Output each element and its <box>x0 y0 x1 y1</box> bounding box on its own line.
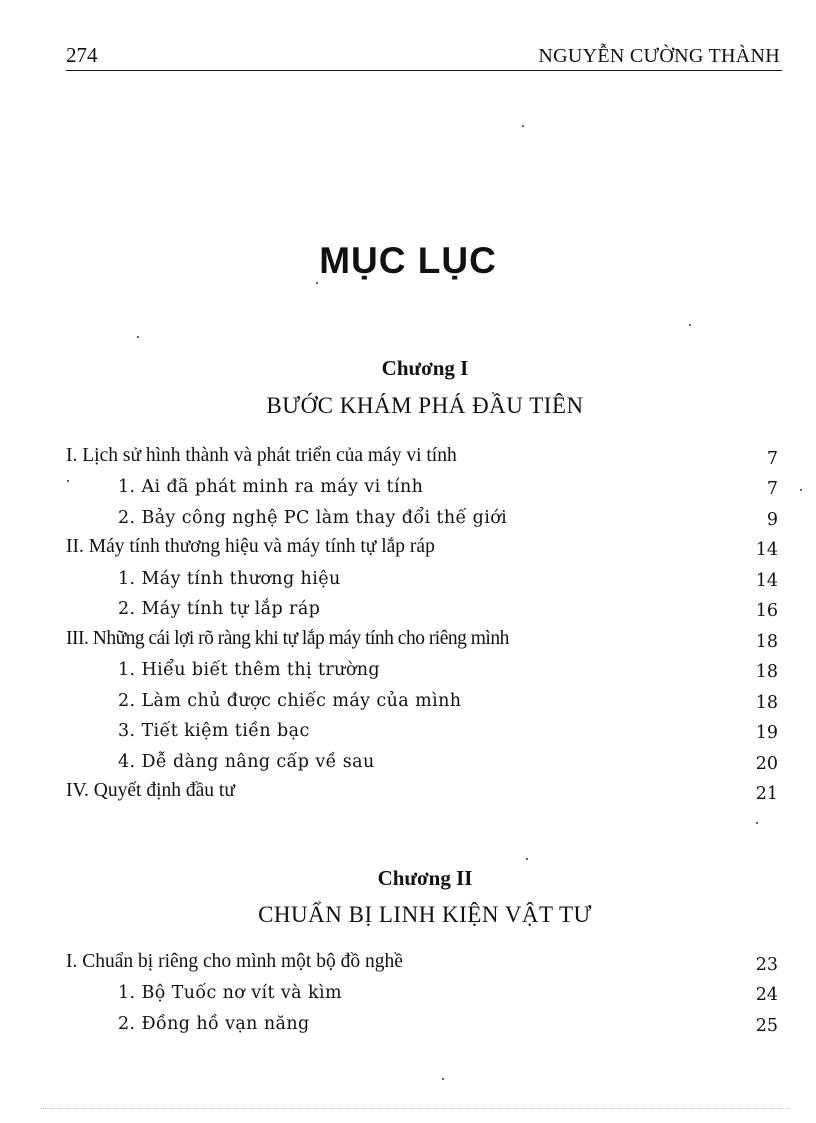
toc-entry-page: 18 <box>755 692 778 713</box>
toc-entry-page: 24 <box>755 985 778 1005</box>
toc-entry-page: 7 <box>766 448 778 469</box>
chapter-1-title: BƯỚC KHÁM PHÁ ĐẦU TIÊN <box>266 393 584 418</box>
toc-entry <box>66 684 782 715</box>
running-head: NGUYỄN CƯỜNG THÀNH <box>538 45 780 67</box>
scan-speck <box>442 1078 444 1080</box>
toc-entry-text: 2. Bảy công nghệ PC làm thay đổi thế giới <box>118 507 508 528</box>
toc-entry <box>66 977 782 1008</box>
toc-entry-page: 7 <box>766 479 778 499</box>
toc-entry <box>66 562 782 593</box>
scan-speck <box>756 822 758 824</box>
chapter-1-toc <box>66 440 782 806</box>
toc-entry-page: 9 <box>766 509 778 530</box>
chapter-2-label: Chương II <box>377 866 473 890</box>
toc-entry <box>66 654 782 685</box>
toc-entry <box>66 1007 782 1038</box>
chapter-2-toc <box>66 946 782 1038</box>
scan-edge <box>40 1108 790 1109</box>
toc-title: MỤC LỤC <box>319 240 497 281</box>
toc-entry <box>66 776 782 807</box>
toc-entry-page: 18 <box>755 631 778 652</box>
scan-speck <box>689 324 691 326</box>
toc-entry <box>66 471 782 502</box>
toc-entry-page: 21 <box>755 784 778 804</box>
toc-entry-text: I. Lịch sử hình thành và phát triển của máy vi tính <box>66 444 457 466</box>
toc-entry-page: 16 <box>755 601 778 621</box>
toc-entry <box>66 623 782 654</box>
scan-speck <box>316 282 318 284</box>
scan-speck <box>137 336 139 338</box>
toc-entry-text: 1. Hiểu biết thêm thị trường <box>118 660 381 680</box>
toc-entry-text: II. Máy tính thương hiệu và máy tính tự lắp ráp <box>66 536 435 557</box>
chapter-2-title: CHUẨN BỊ LINH KIỆN VẬT TƯ <box>258 902 592 927</box>
toc-entry-text: III. Những cái lợi rõ ràng khi tự lắp máy tính cho riêng mình <box>66 627 509 649</box>
scan-speck <box>67 480 69 482</box>
toc-entry-text: 1. Máy tính thương hiệu <box>118 568 341 589</box>
page-number: 274 <box>66 43 98 67</box>
toc-entry-text: I. Chuẩn bị riêng cho mình một bộ đồ nghề <box>66 950 403 972</box>
scan-speck <box>800 489 802 491</box>
toc-entry-page: 14 <box>755 540 778 560</box>
scan-speck <box>526 858 528 860</box>
toc-entry-page: 14 <box>755 570 778 591</box>
scan-speck <box>522 125 524 127</box>
toc-entry-text: 2. Máy tính tự lắp ráp <box>118 599 321 619</box>
toc-entry-text: 2. Làm chủ được chiếc máy của mình <box>118 690 462 711</box>
toc-entry-text: 1. Bộ Tuốc nơ vít và kìm <box>118 983 342 1003</box>
toc-entry-page: 18 <box>755 662 778 682</box>
toc-entry <box>66 745 782 776</box>
toc-entry-text: IV. Quyết định đầu tư <box>66 780 235 801</box>
toc-entry-page: 23 <box>755 954 778 975</box>
toc-entry-page: 25 <box>755 1015 778 1036</box>
toc-entry <box>66 946 782 977</box>
toc-entry-text: 2. Đồng hồ vạn năng <box>118 1013 310 1034</box>
toc-entry <box>66 532 782 563</box>
toc-entry <box>66 715 782 746</box>
toc-entry <box>66 593 782 624</box>
chapter-1-label: Chương I <box>381 356 469 380</box>
toc-entry-page: 20 <box>755 753 778 774</box>
toc-entry-text: 3. Tiết kiệm tiền bạc <box>118 721 310 741</box>
toc-entry-text: 1. Ai đã phát minh ra máy vi tính <box>118 477 424 497</box>
toc-entry <box>66 440 782 471</box>
toc-entry-text: 4. Dễ dàng nâng cấp về sau <box>118 751 375 772</box>
toc-entry <box>66 501 782 532</box>
page-header <box>66 34 782 71</box>
toc-entry-page: 19 <box>755 723 778 743</box>
